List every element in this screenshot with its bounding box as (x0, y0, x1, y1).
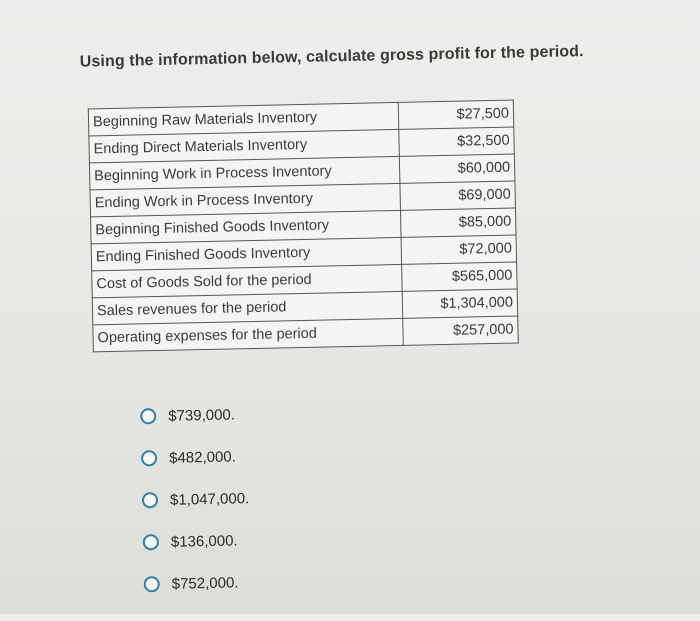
answer-option-label: $482,000. (168, 447, 237, 467)
row-label: Cost of Goods Sold for the period (92, 264, 403, 297)
answer-option-label: $739,000. (168, 405, 236, 425)
answer-option-label: $752,000. (171, 573, 239, 593)
row-label: Sales revenues for the period (92, 291, 403, 324)
question-text: Using the information below, calculate gross profit for the period. (79, 43, 584, 71)
answer-option-3[interactable] (142, 478, 250, 520)
row-value: $565,000 (402, 262, 517, 291)
row-value: $1,304,000 (403, 289, 518, 318)
inventory-data-table (88, 100, 519, 353)
row-label: Ending Finished Goods Inventory (91, 237, 402, 270)
row-label: Operating expenses for the period (93, 318, 404, 351)
row-label: Beginning Raw Materials Inventory (88, 102, 399, 135)
answer-option-label: $136,000. (170, 531, 238, 551)
radio-button-icon[interactable] (143, 534, 159, 550)
radio-button-icon[interactable] (142, 492, 158, 508)
radio-button-icon[interactable] (140, 408, 156, 424)
answer-option-5[interactable] (143, 562, 251, 604)
row-value: $85,000 (401, 208, 516, 237)
row-label: Ending Work in Process Inventory (90, 183, 401, 216)
row-label: Beginning Work in Process Inventory (89, 156, 400, 189)
answer-option-2[interactable] (141, 436, 249, 478)
answer-option-label: $1,047,000. (169, 489, 250, 509)
row-value: $69,000 (400, 181, 515, 210)
answer-options (140, 394, 252, 606)
answer-option-1[interactable] (140, 394, 248, 436)
row-value: $32,500 (399, 127, 514, 156)
row-label: Beginning Finished Goods Inventory (91, 210, 402, 243)
answer-option-4[interactable] (142, 520, 250, 562)
row-value: $257,000 (403, 316, 518, 345)
radio-button-icon[interactable] (141, 450, 157, 466)
row-value: $60,000 (400, 154, 515, 183)
radio-button-icon[interactable] (144, 576, 160, 592)
row-value: $27,500 (399, 100, 514, 129)
row-value: $72,000 (401, 235, 516, 264)
row-label: Ending Direct Materials Inventory (89, 129, 400, 162)
